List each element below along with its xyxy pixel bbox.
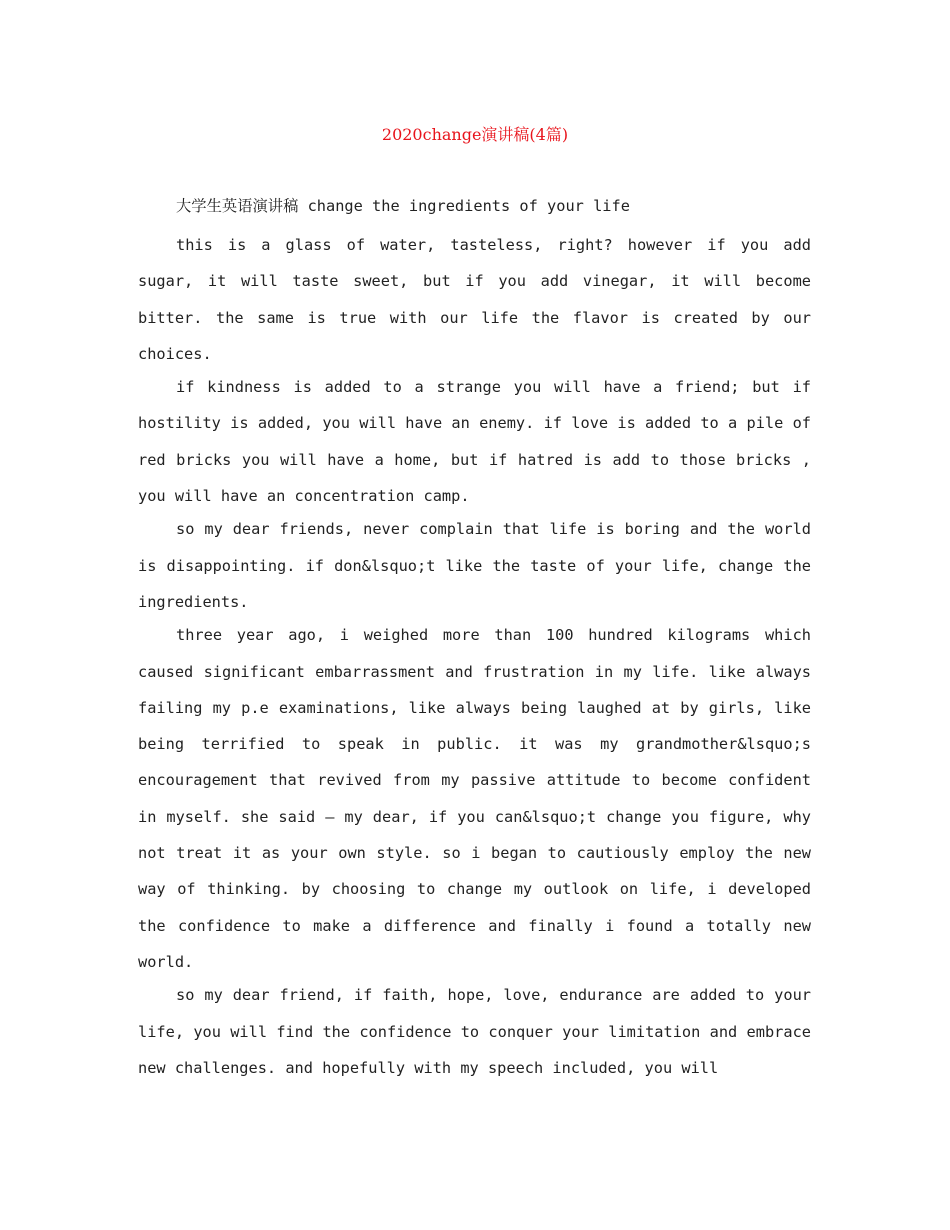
paragraph-5: so my dear friend, if faith, hope, love, endurance are added to your life, you will find the confidence to conquer your limitation and embrace new challenges. and hopefully with my speech included, you will bbox=[138, 986, 811, 1077]
document-body bbox=[138, 194, 811, 1083]
paragraph-1: this is a glass of water, tasteless, right? however if you add sugar, it will taste sweet, but if you add vinegar, it will become bitter. the same is true with our life the flavor is created by our choices. bbox=[138, 236, 811, 363]
paragraph-3: so my dear friends, never complain that life is boring and the world is disappointing. if don&lsquo;t like the taste of your life, change the ingredients. bbox=[138, 520, 811, 611]
paragraph-4: three year ago, i weighed more than 100 hundred kilograms which caused significant embarrassment and frustration in my life. like always failing my p.e examinations, like always being laughed at by girls, like being terrified to speak in public. it was my grandmother&lsquo;s encouragement that revived from my passive attitude to become confident in myself. she said — my dear, if you can&lsquo;t change you figure, why not treat it as your own style. so i began to cautiously employ the new way of thinking. by choosing to change my outlook on life, i developed the confidence to make a difference and finally i found a totally new world. bbox=[138, 626, 811, 971]
paragraph-2: if kindness is added to a strange you will have a friend; but if hostility is added, you will have an enemy. if love is added to a pile of red bricks you will have a home, but if hatred is add to those bricks , you will have an concentration camp. bbox=[138, 378, 811, 506]
document-title: 2020change演讲稿(4篇) bbox=[381, 125, 569, 144]
speech-heading: 大学生英语演讲稿 change the ingredients of your life bbox=[176, 197, 630, 215]
